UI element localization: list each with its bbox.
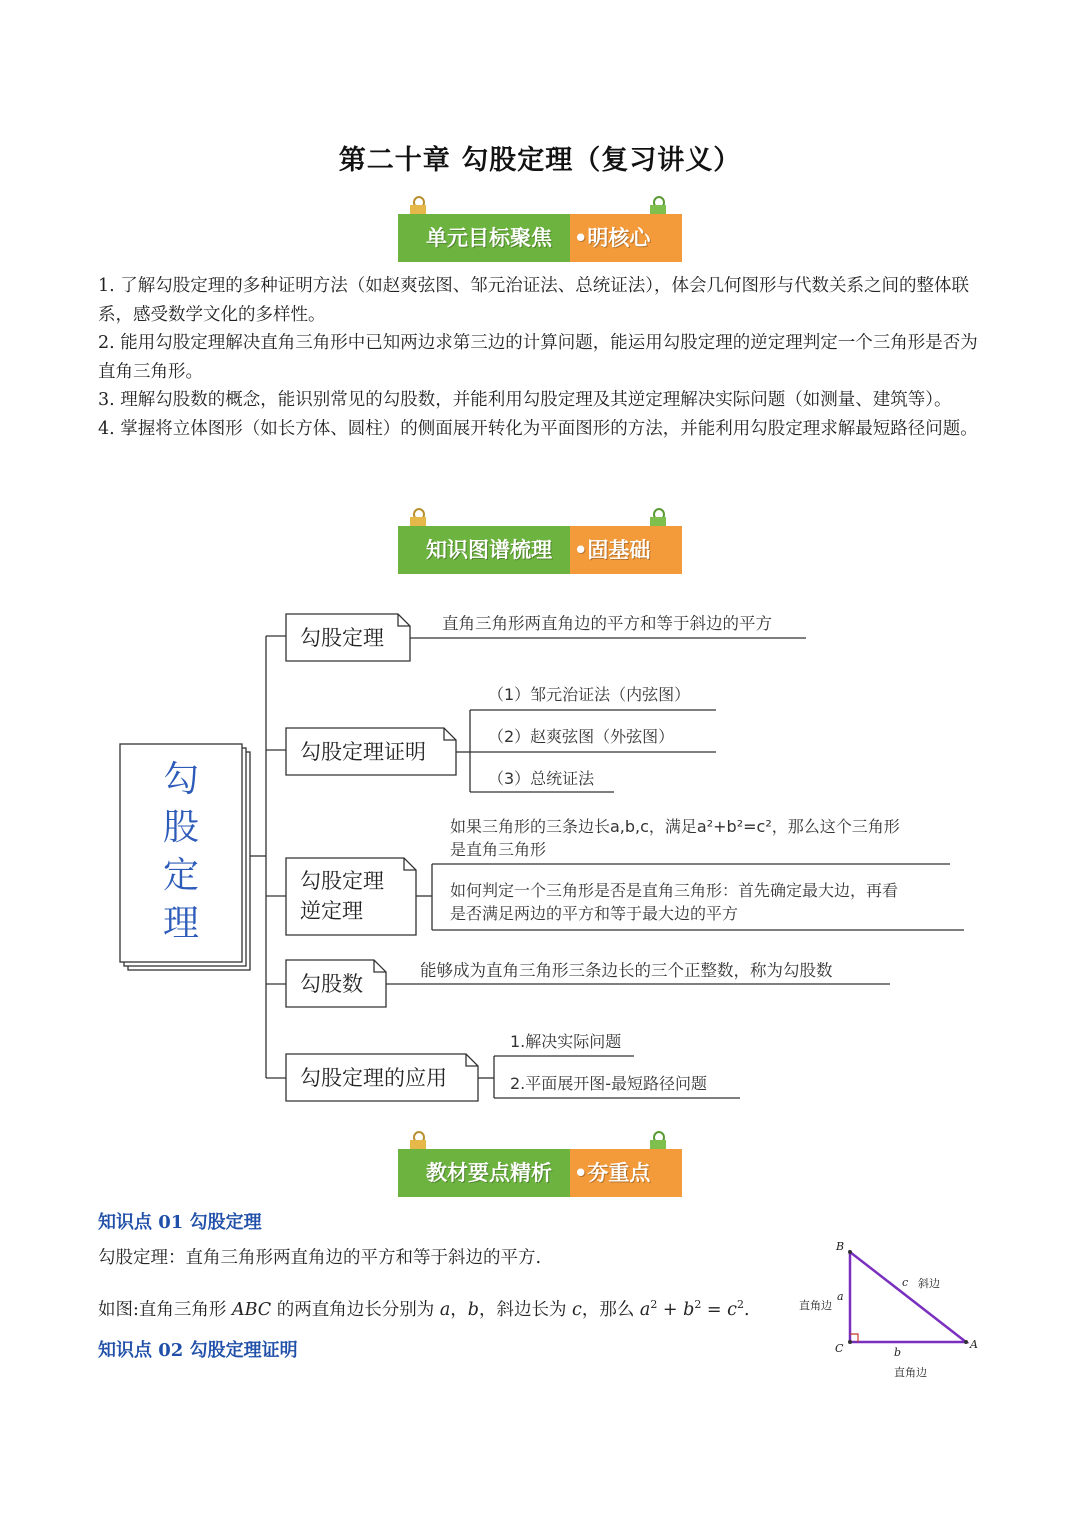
branch-item: （2）赵爽弦图（外弦图） bbox=[488, 727, 675, 746]
root-char: 勾 bbox=[162, 759, 199, 800]
knowledge-point-text: 勾股定理：直角三角形两直角边的平方和等于斜边的平方. bbox=[98, 1248, 542, 1268]
branch-item: （1）邹元治证法（内弦图） bbox=[488, 685, 691, 704]
banner-tag-label: •明核心 bbox=[574, 226, 651, 250]
branch-item bbox=[450, 879, 898, 925]
example-text: ， bbox=[450, 1300, 468, 1320]
example-var: b bbox=[467, 1300, 479, 1320]
vertex-label: C bbox=[835, 1342, 844, 1355]
branch-item bbox=[450, 815, 900, 861]
branch-label-line: 勾股定理 bbox=[300, 869, 384, 893]
banner-main-label: 教材要点精析 bbox=[426, 1161, 552, 1185]
knowledge-point-example bbox=[98, 1296, 750, 1321]
root-char: 理 bbox=[162, 903, 199, 944]
example-text: . bbox=[743, 1300, 750, 1320]
vertex-label: A bbox=[970, 1338, 978, 1351]
leg-label: 直角边 bbox=[799, 1299, 832, 1312]
branch-label: 勾股定理 bbox=[300, 626, 384, 650]
root-char: 定 bbox=[162, 855, 199, 896]
formula-var: b bbox=[683, 1300, 695, 1320]
vertex-point bbox=[848, 1250, 852, 1254]
objective-item: 2. 能用勾股定理解决直角三角形中已知两边求第三边的计算问题，能运用勾股定理的逆定理判定一个三角形是否为直角三角形。 bbox=[98, 333, 978, 382]
knowledge-point-heading: 知识点 02 勾股定理证明 bbox=[98, 1340, 298, 1361]
objective-item: 1. 了解勾股定理的多种证明方法（如赵爽弦图、邹元治证法、总统证法），体会几何图形与代数关系之间的整体联系，感受数学文化的多样性。 bbox=[98, 276, 970, 325]
branch-item: 直角三角形两直角边的平方和等于斜边的平方 bbox=[442, 614, 772, 633]
objective-item: 3. 理解勾股数的概念，能识别常见的勾股数，并能利用勾股定理及其逆定理解决实际问题（如测量、建筑等）。 bbox=[98, 390, 952, 410]
mindmap-root bbox=[120, 756, 242, 948]
right-triangle-figure bbox=[790, 1230, 990, 1390]
example-text: 如图:直角三角形 bbox=[98, 1300, 232, 1320]
banner-main-label: 单元目标聚焦 bbox=[426, 226, 552, 250]
formula-op: = bbox=[701, 1300, 728, 1320]
example-text: ，那么 bbox=[581, 1300, 640, 1320]
branch-item: 2.平面展开图-最短路径问题 bbox=[510, 1074, 708, 1093]
formula-exp: 2 bbox=[736, 1298, 744, 1312]
branch-item: 1.解决实际问题 bbox=[510, 1032, 622, 1051]
branch-item-line: 如何判定一个三角形是否是直角三角形：首先确定最大边，再看 bbox=[450, 881, 899, 900]
side-label: b bbox=[894, 1346, 902, 1359]
banner-tag-label: •固基础 bbox=[574, 538, 651, 562]
example-text: 的两直角边长分别为 bbox=[271, 1300, 440, 1320]
formula-var: a bbox=[639, 1300, 651, 1320]
example-var: a bbox=[439, 1300, 451, 1320]
vertex-point bbox=[964, 1340, 968, 1344]
example-var: ABC bbox=[231, 1300, 272, 1320]
root-char: 股 bbox=[162, 807, 199, 848]
banner-key-points bbox=[398, 1149, 682, 1197]
example-text: ，斜边长为 bbox=[478, 1300, 573, 1320]
branch-item-line: 是直角三角形 bbox=[450, 840, 547, 859]
branch-label bbox=[300, 866, 384, 926]
branch-label-line: 逆定理 bbox=[300, 899, 363, 923]
example-var: c bbox=[572, 1300, 582, 1320]
hypotenuse-label: 斜边 bbox=[918, 1277, 940, 1290]
vertex-label: B bbox=[836, 1240, 845, 1253]
branch-item: （3）总统证法 bbox=[488, 769, 595, 788]
side-label: a bbox=[837, 1290, 844, 1303]
formula-exp: 2 bbox=[650, 1298, 658, 1312]
side-label: c bbox=[902, 1276, 909, 1289]
branch-item: 能够成为直角三角形三条边长的三个正整数，称为勾股数 bbox=[420, 961, 833, 980]
banner-tag-label: •夯重点 bbox=[574, 1161, 651, 1185]
formula-op: + bbox=[657, 1300, 684, 1320]
branch-item-line: 如果三角形的三条边长a,b,c，满足a²+b²=c²，那么这个三角形 bbox=[450, 817, 900, 836]
branch-label: 勾股数 bbox=[300, 972, 363, 996]
triangle-shape bbox=[850, 1252, 966, 1342]
page-title: 第二十章 勾股定理（复习讲义） bbox=[338, 145, 742, 176]
formula-exp: 2 bbox=[694, 1298, 702, 1312]
branch-label: 勾股定理的应用 bbox=[300, 1066, 447, 1090]
leg-label: 直角边 bbox=[894, 1366, 927, 1379]
branch-label: 勾股定理证明 bbox=[300, 740, 426, 764]
banner-main-label: 知识图谱梳理 bbox=[426, 538, 552, 562]
knowledge-point-heading: 知识点 01 勾股定理 bbox=[98, 1212, 262, 1233]
objective-item: 4. 掌握将立体图形（如长方体、圆柱）的侧面展开转化为平面图形的方法，并能利用勾股定理求解最短路径问题。 bbox=[98, 418, 978, 439]
formula-var: c bbox=[727, 1300, 737, 1320]
vertex-point bbox=[848, 1340, 852, 1344]
branch-item-line: 是否满足两边的平方和等于最大边的平方 bbox=[450, 904, 739, 923]
